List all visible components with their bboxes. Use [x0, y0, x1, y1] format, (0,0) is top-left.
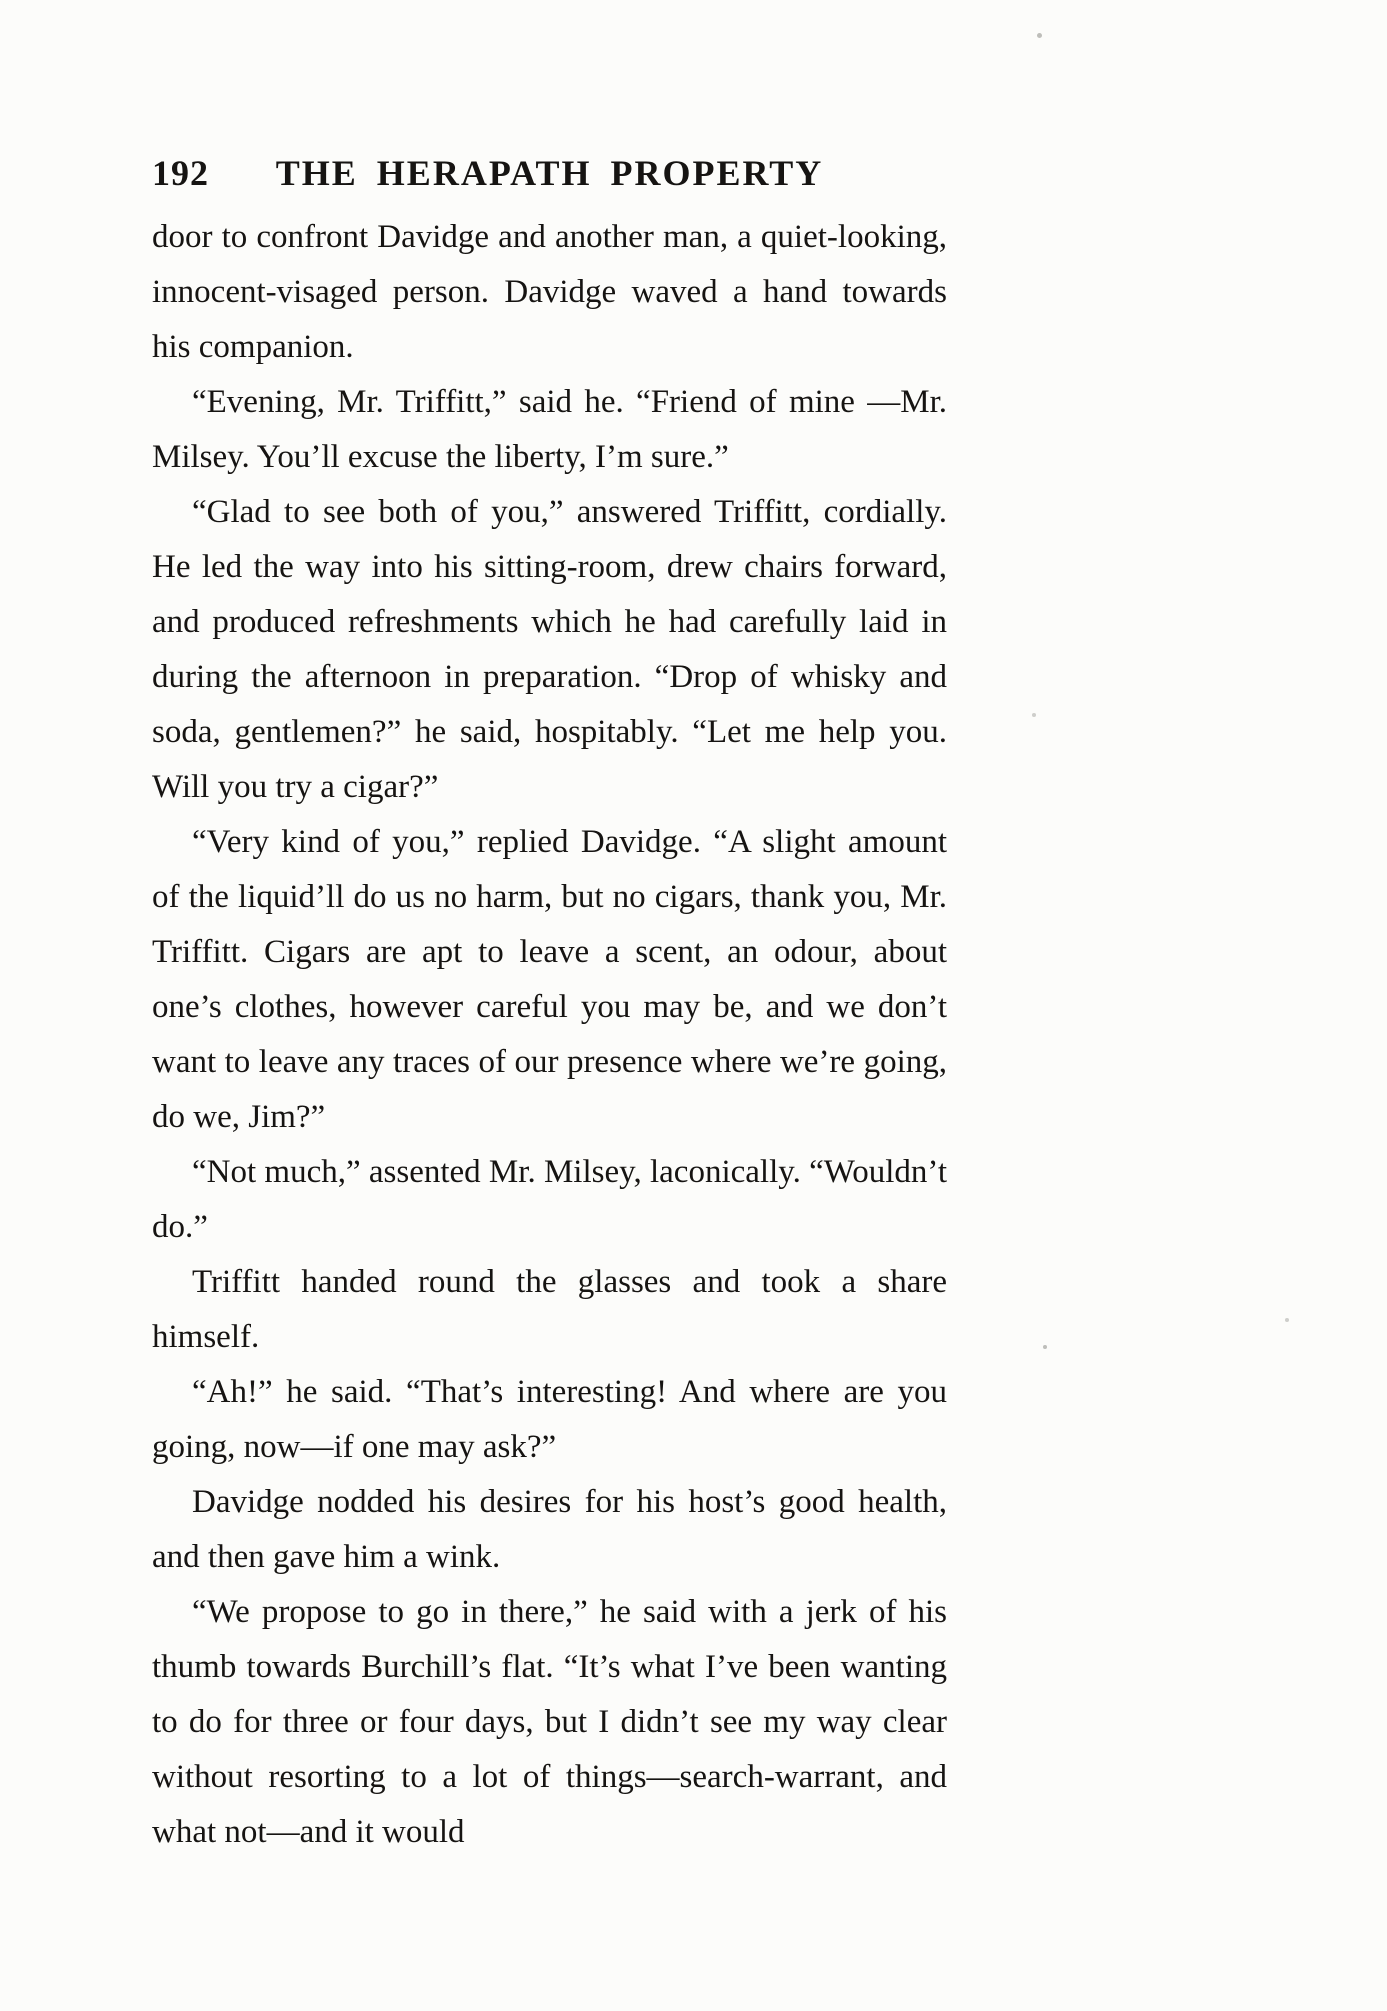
paragraph: “Not much,” assented Mr. Milsey, laconically. “Wouldn’t do.”: [152, 1154, 947, 1245]
scan-speck: [1285, 1318, 1289, 1322]
running-head: [152, 152, 947, 204]
paragraph: “Evening, Mr. Triffitt,” said he. “Friend of mine —Mr. Milsey. You’ll excuse the liberty, I’m sure.”: [152, 384, 947, 475]
paragraph: “Ah!” he said. “That’s interesting! And where are you going, now—if one may ask?”: [152, 1374, 947, 1465]
scan-speck: [1032, 713, 1036, 717]
paragraph: “Very kind of you,” replied Davidge. “A slight amount of the liquid’ll do us no harm, but no cigars, thank you, Mr. Triffitt. Cigars are apt to leave a scent, an odour, about one’s clothes, however careful you may be, and we don’t want to leave any traces of our presence where we’re going, do we, Jim?”: [152, 824, 947, 1135]
page-number: 192: [152, 153, 209, 193]
paragraph: Triffitt handed round the glasses and took a share himself.: [152, 1264, 947, 1355]
page-content: [152, 152, 947, 1860]
paragraph: “We propose to go in there,” he said with a jerk of his thumb towards Burchill’s flat. “It’s what I’ve been wanting to do for three or four days, but I didn’t see my way clear without resorting to a lot of things—search-warrant, and what not—and it would: [152, 1594, 947, 1850]
scan-speck: [1037, 33, 1042, 38]
paragraph: “Glad to see both of you,” answered Triffitt, cordially. He led the way into his sitting-room, drew chairs forward, and produced refreshments which he had carefully laid in during the afternoon in preparation. “Drop of whisky and soda, gentlemen?” he said, hospitably. “Let me help you. Will you try a cigar?”: [152, 494, 947, 805]
paragraph: Davidge nodded his desires for his host’s good health, and then gave him a wink.: [152, 1484, 947, 1575]
body-text: [152, 210, 947, 1860]
scan-speck: [1043, 1345, 1047, 1349]
running-title: THE HERAPATH PROPERTY: [275, 153, 824, 193]
paragraph: door to confront Davidge and another man, a quiet-looking, innocent-visaged person. Davidge waved a hand towards his companion.: [152, 219, 947, 365]
